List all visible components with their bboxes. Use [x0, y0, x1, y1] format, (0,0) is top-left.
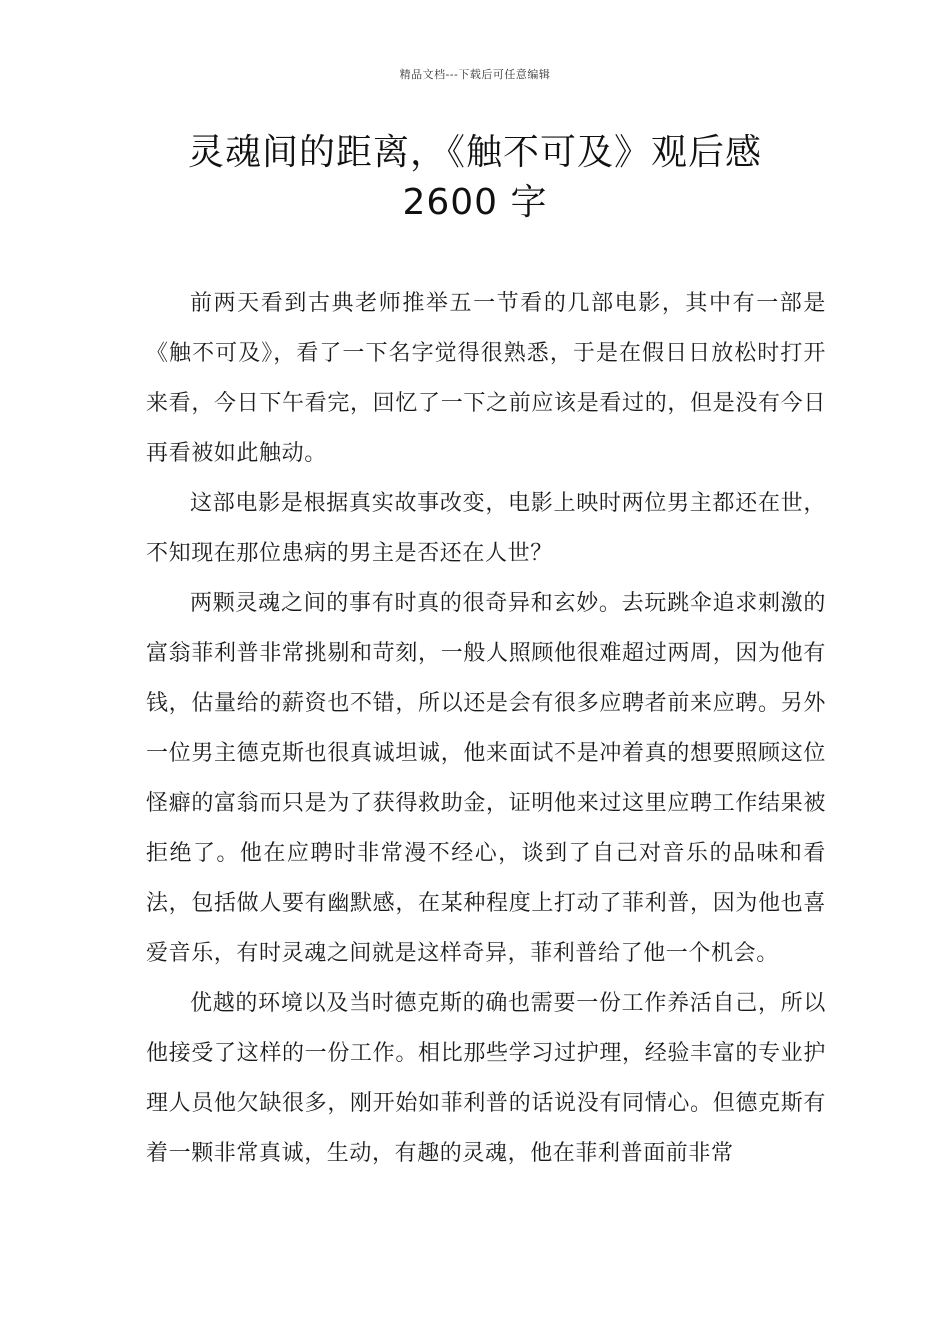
- article-body: [146, 279, 826, 1179]
- title-line-1: 灵魂间的距离，《触不可及》观后感: [187, 132, 762, 173]
- paragraph: 优越的环境以及当时德克斯的确也需要一份工作养活自己，所以他接受了这样的一份工作。相比那些学习过护理，经验丰富的专业护理人员他欠缺很多，刚开始如菲利普的话说没有同情心。但德克斯有着一颗非常真诚，生动，有趣的灵魂，他在菲利普面前非常: [146, 991, 826, 1166]
- paragraph: 两颗灵魂之间的事有时真的很奇异和玄妙。去玩跳伞追求刺激的富翁菲利普非常挑剔和苛刻，一般人照顾他很难超过两周，因为他有钱，估量给的薪资也不错，所以还是会有很多应聘者前来应聘。另外一位男主德克斯也很真诚坦诚，他来面试不是冲着真的想要照顾这位怪癖的富翁而只是为了获得救助金，证明他来过这里应聘工作结果被拒绝了。他在应聘时非常漫不经心，谈到了自己对音乐的品味和看法，包括做人要有幽默感，在某种程度上打动了菲利普，因为他也喜爱音乐，有时灵魂之间就是这样奇异，菲利普给了他一个机会。: [146, 591, 826, 966]
- title-line-2: 2600 字: [402, 182, 548, 223]
- paragraph: 前两天看到古典老师推举五一节看的几部电影，其中有一部是《触不可及》，看了一下名字觉得很熟悉，于是在假日日放松时打开来看，今日下午看完，回忆了一下之前应该是看过的，但是没有今日再看被如此触动。: [146, 291, 826, 466]
- header-note: 精品文档---下载后可任意编辑: [399, 68, 551, 81]
- page-title: [100, 128, 850, 228]
- paragraph: 这部电影是根据真实故事改变，电影上映时两位男主都还在世，不知现在那位患病的男主是否还在人世？: [146, 491, 826, 566]
